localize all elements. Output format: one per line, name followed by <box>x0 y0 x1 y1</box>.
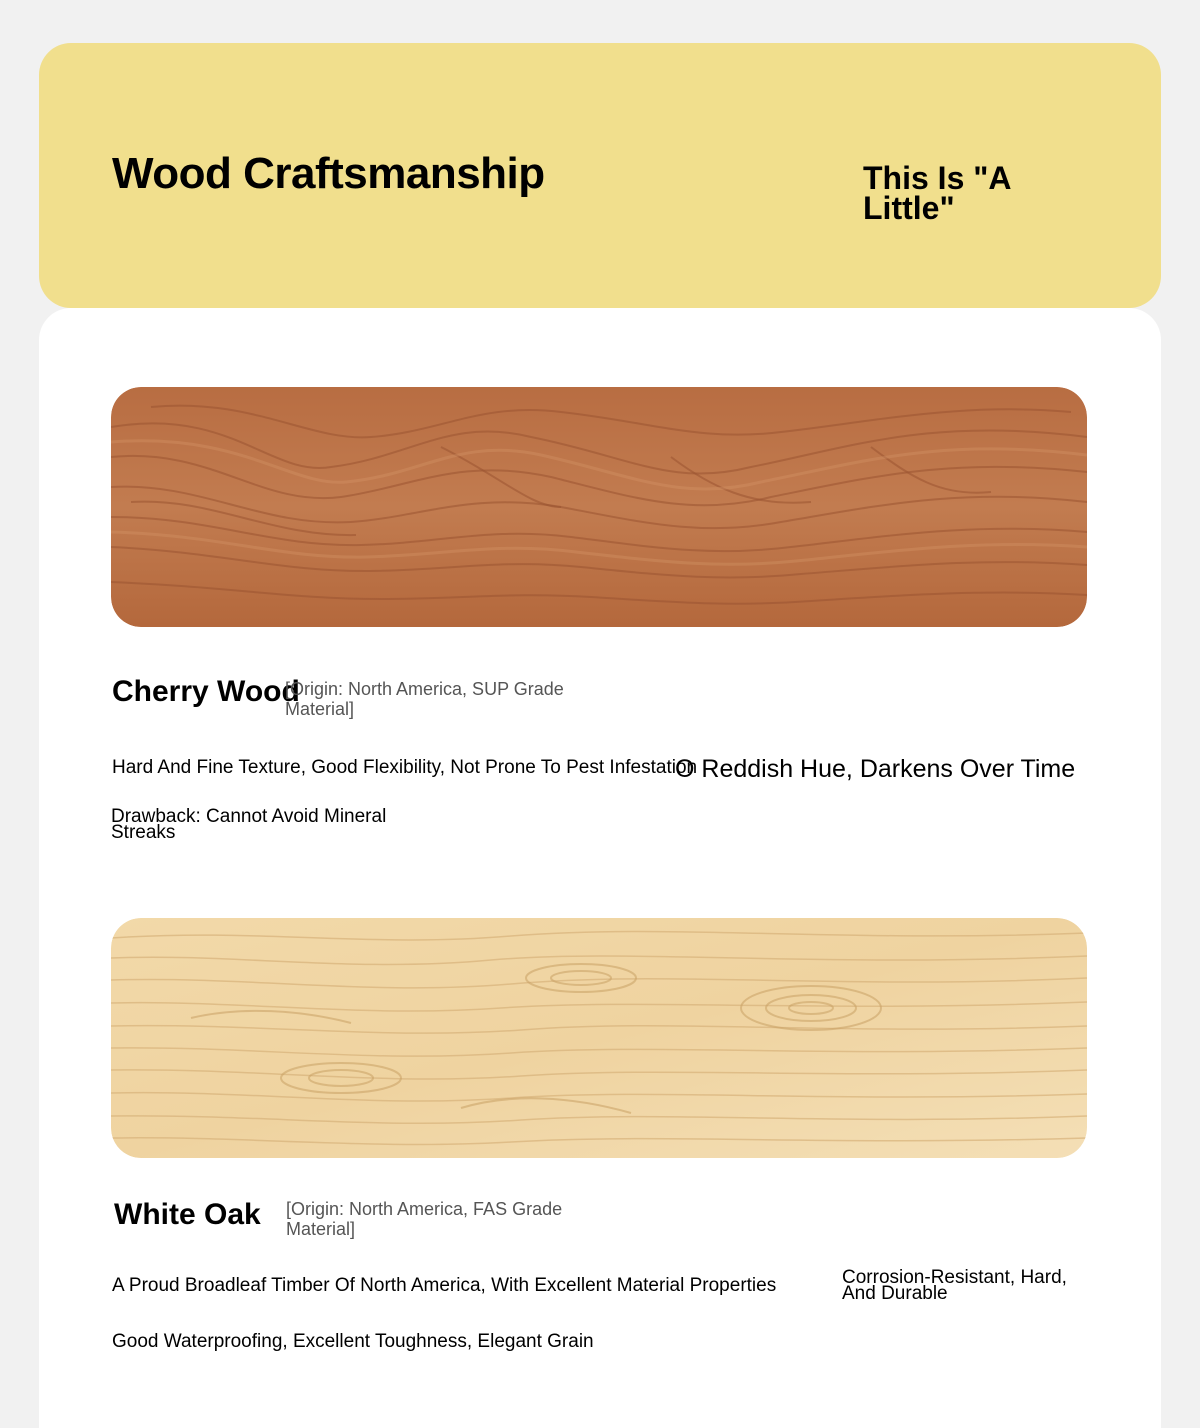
wood-name: Cherry Wood <box>112 675 300 708</box>
header-tagline: This Is "A Little" <box>863 160 1011 226</box>
page-title: Wood Craftsmanship <box>112 149 545 198</box>
cherry-wood-image <box>111 387 1087 627</box>
wood-origin: [Origin: North America, SUP Grade Material] <box>285 679 564 719</box>
wood-drawback: Drawback: Cannot Avoid Mineral Streaks <box>111 806 387 843</box>
wood-hue: O Reddish Hue, Darkens Over Time <box>675 755 1076 783</box>
wood-features: Hard And Fine Texture, Good Flexibility, Not Prone To Pest Infestation <box>112 757 698 778</box>
content-card <box>39 308 1161 1428</box>
wood-name: White Oak <box>114 1198 261 1231</box>
white-oak-image <box>111 918 1087 1158</box>
header-card <box>39 43 1161 308</box>
wood-properties: Corrosion-Resistant, Hard, And Durable <box>842 1267 1067 1304</box>
wood-features: Good Waterproofing, Excellent Toughness, Elegant Grain <box>112 1331 594 1352</box>
wood-origin: [Origin: North America, FAS Grade Material] <box>286 1199 563 1239</box>
wood-description: A Proud Broadleaf Timber Of North America, With Excellent Material Properties <box>112 1275 777 1296</box>
